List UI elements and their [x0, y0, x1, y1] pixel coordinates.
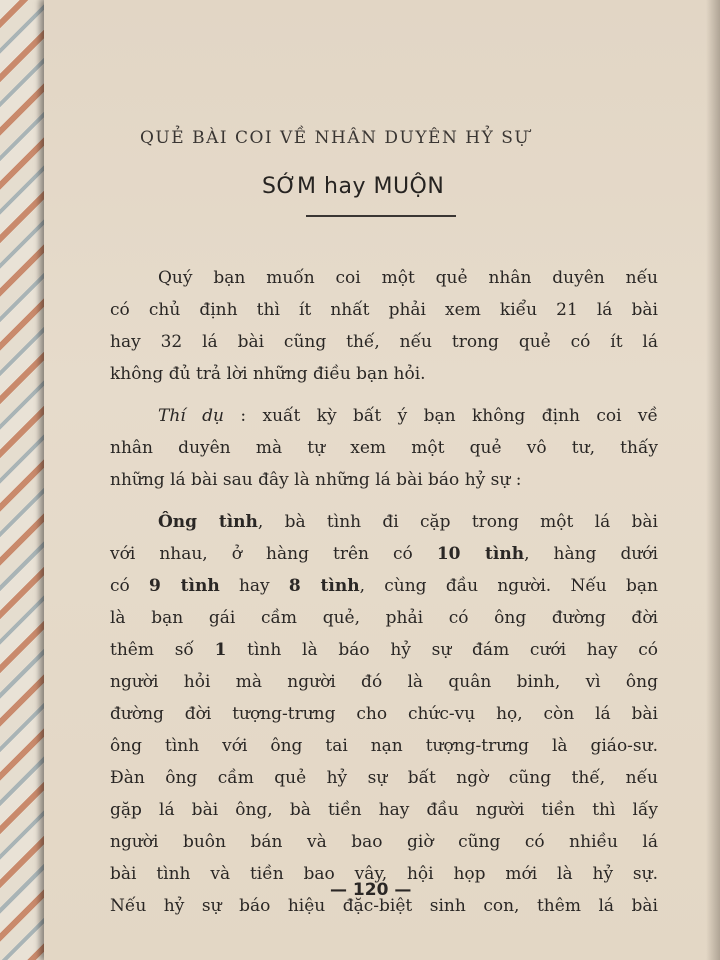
bold-term: Ông tình [158, 512, 258, 532]
example-label: Thí dụ [158, 406, 224, 426]
text-line: ông tình với ông tai nạn tượng-trưng là giáo-sư. [110, 736, 658, 756]
text-segment: hay [219, 576, 289, 596]
text-segment: , hàng dưới [524, 544, 658, 564]
text-segment: thêm số [110, 640, 215, 660]
bold-term: 10 tình [436, 544, 525, 564]
text-segment: với nhau, ở hàng trên có [110, 544, 437, 564]
bold-term: 9 tình [149, 576, 220, 596]
text-line: hay 32 lá bài cũng thế, nếu trong quẻ có ít lá [110, 332, 658, 352]
text-line [110, 634, 658, 666]
text-line: Quý bạn muốn coi một quẻ nhân duyên nếu [158, 268, 658, 288]
text-line: không đủ trả lời những điều bạn hỏi. [110, 364, 426, 384]
text-line [110, 400, 658, 432]
text-line: là bạn gái cầm quẻ, phải có ông đường đời [110, 608, 658, 628]
text-line: người buôn bán và bao giờ cũng có nhiều lá [110, 832, 658, 852]
text-line: những lá bài sau đây là những lá bài báo hỷ sự : [110, 470, 522, 490]
text-segment: , bà tình đi cặp trong một lá bài [257, 512, 658, 532]
text-segment: , cùng đầu người. Nếu bạn [359, 576, 658, 596]
page-edge-shadow [706, 0, 720, 960]
text-line: Nếu hỷ sự báo hiệu đặc-biệt sinh con, thêm lá bài [110, 896, 658, 916]
text-line [110, 506, 658, 538]
text-line [110, 570, 658, 602]
title-underline [306, 215, 456, 217]
text-segment: tình là báo hỷ sự đám cưới hay có [226, 640, 658, 660]
bold-term: 1 [214, 640, 227, 660]
text-line: đường đời tượng-trưng cho chức-vụ họ, còn lá bài [110, 704, 658, 724]
text-segment: : xuất kỳ bất ý bạn không định coi về [223, 406, 658, 426]
text-line: gặp lá bài ông, bà tiền hay đầu người tiền thì lấy [110, 800, 658, 820]
text-segment: có [110, 576, 150, 596]
body-text [110, 262, 658, 922]
text-line: Đàn ông cầm quẻ hỷ sự bất ngờ cũng thế, nếu [110, 768, 658, 788]
text-line: bài tình và tiền bao vây, hội họp mới là hỷ sự. [110, 864, 658, 884]
section-header: QUẺ BÀI COI VỀ NHÂN DUYÊN HỶ SỰ [140, 128, 531, 148]
page-title: SỚM hay MUỘN [262, 174, 445, 199]
text-line: nhân duyên mà tự xem một quẻ vô tư, thấy [110, 438, 658, 458]
bold-term: 8 tình [288, 576, 360, 596]
page-number: — 120 — [330, 880, 412, 900]
text-line: có chủ định thì ít nhất phải xem kiểu 21 lá bài [110, 300, 658, 320]
text-line [110, 538, 658, 570]
text-line: người hỏi mà người đó là quân binh, vì ông [110, 672, 658, 692]
